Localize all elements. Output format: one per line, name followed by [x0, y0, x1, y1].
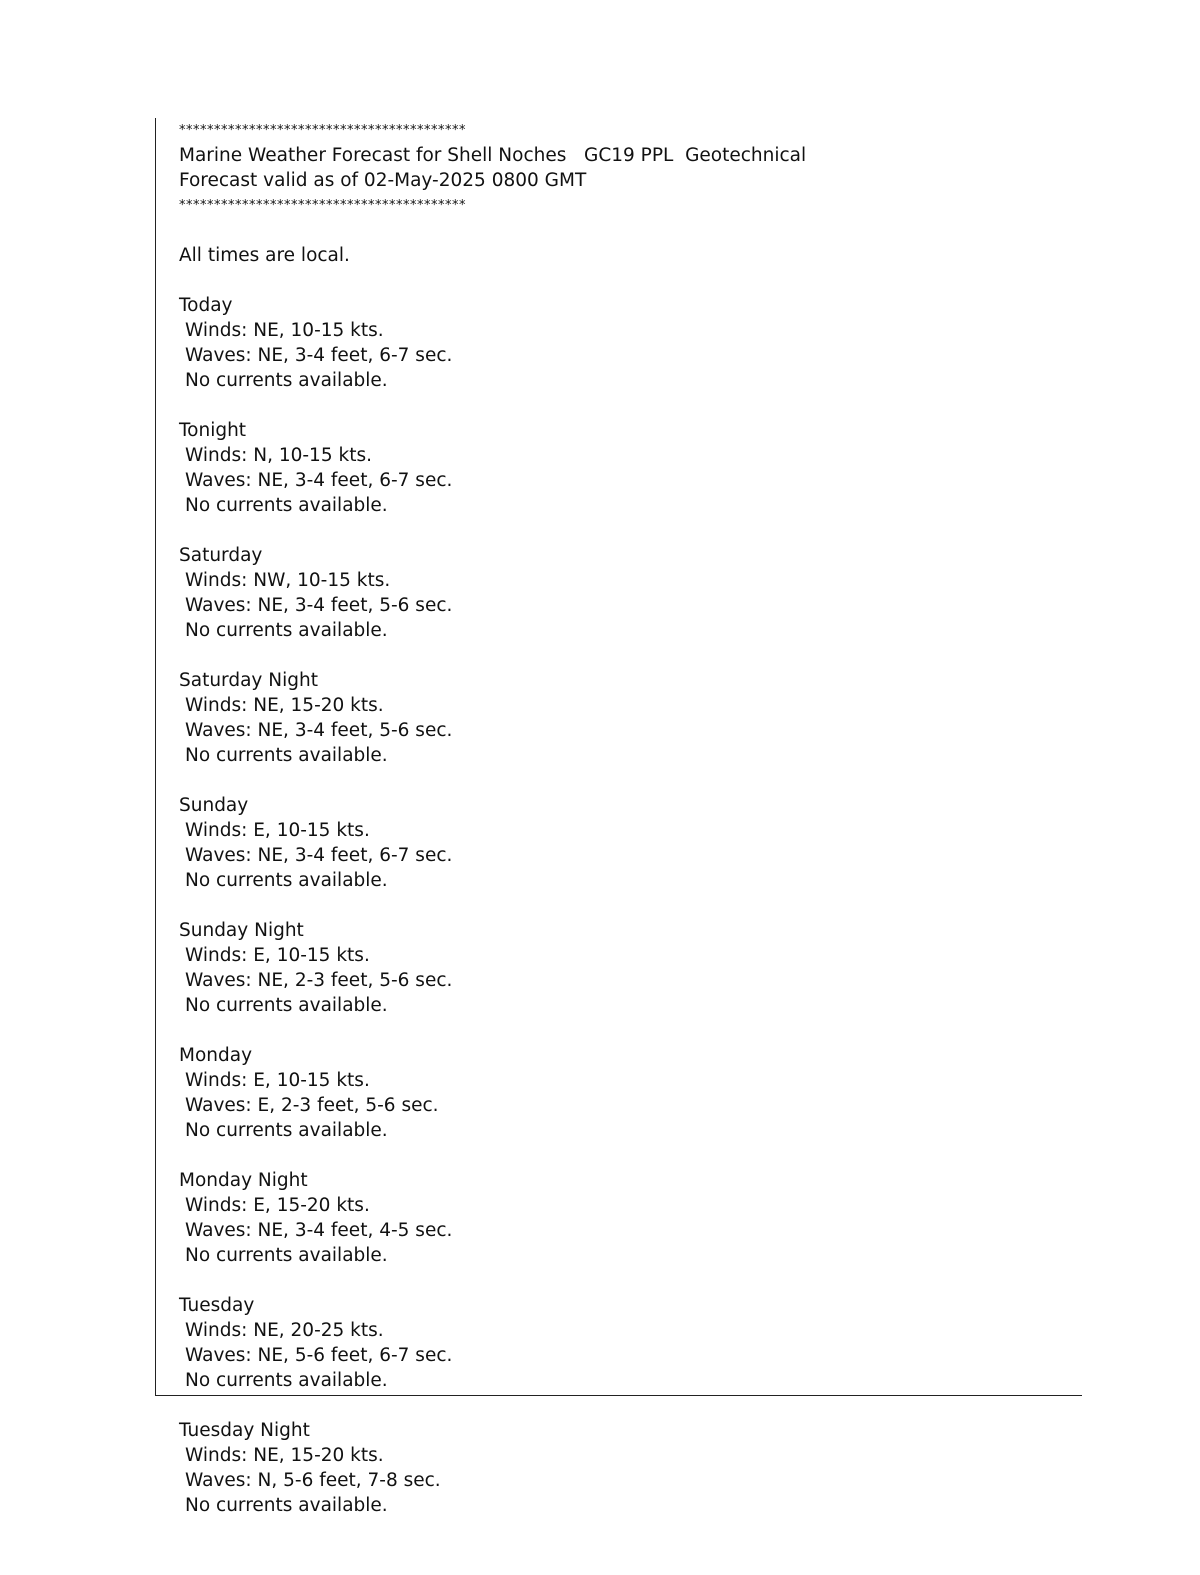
- header-stars-bottom: *****************************************: [179, 198, 466, 213]
- header-stars-top: *****************************************: [179, 123, 466, 138]
- period-winds: Winds: E, 10-15 kts.: [185, 1070, 370, 1091]
- period-waves: Waves: E, 2-3 feet, 5-6 sec.: [185, 1095, 439, 1116]
- period-winds: Winds: E, 10-15 kts.: [185, 945, 370, 966]
- period-name: Tuesday: [179, 1295, 255, 1316]
- period-name: Saturday Night: [179, 670, 318, 691]
- forecast-title: Marine Weather Forecast for Shell Noches GC19 PPL Geotechnical: [179, 145, 807, 166]
- period-name: Saturday: [179, 545, 263, 566]
- period-currents: No currents available.: [185, 1245, 388, 1266]
- period-currents: No currents available.: [185, 495, 388, 516]
- period-name: Monday: [179, 1045, 253, 1066]
- period-block: [179, 1293, 1079, 1418]
- period-currents: No currents available.: [185, 620, 388, 641]
- period-winds: Winds: NE, 10-15 kts.: [185, 320, 384, 341]
- period-currents: No currents available.: [185, 370, 388, 391]
- period-name: Today: [179, 295, 233, 316]
- period-waves: Waves: NE, 3-4 feet, 6-7 sec.: [185, 470, 453, 491]
- left-margin-rule: [155, 118, 156, 1396]
- period-block: [179, 1043, 1079, 1168]
- period-name: Tuesday Night: [179, 1420, 310, 1441]
- period-block: [179, 668, 1079, 793]
- period-currents: No currents available.: [185, 1120, 388, 1141]
- period-waves: Waves: N, 5-6 feet, 7-8 sec.: [185, 1470, 441, 1491]
- period-block: [179, 1418, 1079, 1518]
- period-name: Tonight: [179, 420, 247, 441]
- period-waves: Waves: NE, 5-6 feet, 6-7 sec.: [185, 1345, 453, 1366]
- forecast-text: [179, 118, 1079, 1518]
- period-currents: No currents available.: [185, 995, 388, 1016]
- forecast-valid-time: Forecast valid as of 02-May-2025 0800 GMT: [179, 170, 587, 191]
- period-winds: Winds: NE, 15-20 kts.: [185, 1445, 384, 1466]
- period-block: [179, 293, 1079, 418]
- period-currents: No currents available.: [185, 745, 388, 766]
- period-currents: No currents available.: [185, 1495, 388, 1516]
- period-currents: No currents available.: [185, 1370, 388, 1391]
- period-name: Sunday Night: [179, 920, 304, 941]
- period-winds: Winds: E, 10-15 kts.: [185, 820, 370, 841]
- period-currents: No currents available.: [185, 870, 388, 891]
- period-waves: Waves: NE, 3-4 feet, 4-5 sec.: [185, 1220, 453, 1241]
- period-waves: Waves: NE, 3-4 feet, 5-6 sec.: [185, 595, 453, 616]
- period-block: [179, 418, 1079, 543]
- period-block: [179, 793, 1079, 918]
- period-block: [179, 543, 1079, 668]
- period-name: Monday Night: [179, 1170, 308, 1191]
- period-waves: Waves: NE, 3-4 feet, 6-7 sec.: [185, 345, 453, 366]
- period-waves: Waves: NE, 3-4 feet, 5-6 sec.: [185, 720, 453, 741]
- period-name: Sunday: [179, 795, 249, 816]
- time-note: All times are local.: [179, 245, 350, 266]
- period-winds: Winds: E, 15-20 kts.: [185, 1195, 370, 1216]
- period-waves: Waves: NE, 3-4 feet, 6-7 sec.: [185, 845, 453, 866]
- period-winds: Winds: N, 10-15 kts.: [185, 445, 372, 466]
- period-block: [179, 1168, 1079, 1293]
- period-winds: Winds: NE, 20-25 kts.: [185, 1320, 384, 1341]
- period-winds: Winds: NE, 15-20 kts.: [185, 695, 384, 716]
- period-winds: Winds: NW, 10-15 kts.: [185, 570, 391, 591]
- period-block: [179, 918, 1079, 1043]
- period-waves: Waves: NE, 2-3 feet, 5-6 sec.: [185, 970, 453, 991]
